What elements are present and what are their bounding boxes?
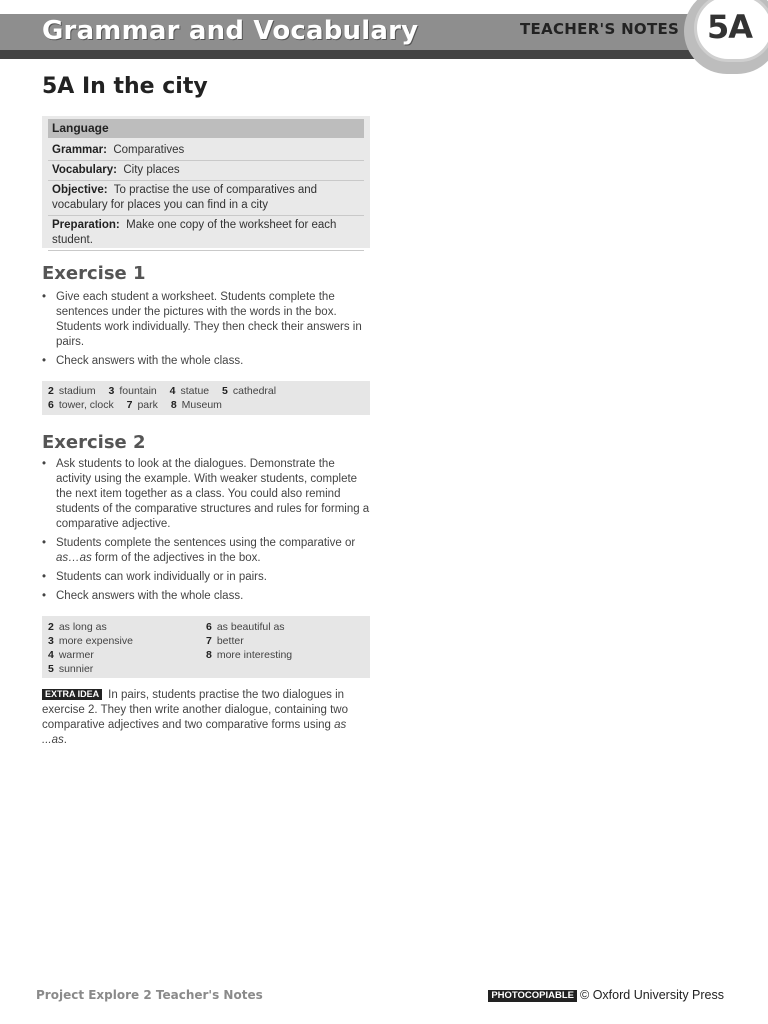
row-text: Make one copy of the worksheet for each student.	[52, 219, 337, 246]
exercise-1-heading: Exercise 1	[42, 263, 146, 284]
row-text: To practise the use of comparatives and vocabulary for places you can find in a city	[52, 184, 318, 211]
answer-line	[206, 634, 364, 648]
answer-number: 4	[169, 385, 176, 397]
answer-number: 6	[48, 399, 54, 411]
list-item: • Check answers with the whole class.	[42, 354, 372, 369]
answer-text: tower, clock	[58, 399, 114, 411]
section-title: Grammar and Vocabulary	[42, 16, 419, 46]
list-item-text: Students complete the sentences using the comparative or	[56, 537, 356, 549]
answer-row	[48, 384, 364, 398]
answer-number: 6	[206, 621, 212, 633]
list-item-text: form of the adjectives in the box.	[91, 552, 261, 564]
teachers-notes-label: TEACHER'S NOTES	[520, 20, 680, 38]
list-item	[42, 536, 372, 566]
header-stripe	[0, 50, 768, 59]
answer-text: statue	[180, 385, 210, 397]
footer-copyright	[488, 988, 724, 1002]
language-row-objective	[48, 181, 364, 216]
answer-line	[206, 620, 364, 634]
answer-number: 8	[206, 649, 212, 661]
answer-number: 2	[48, 385, 54, 397]
answer-number: 5	[222, 385, 228, 397]
page-title: 5A In the city	[42, 74, 208, 99]
answer-row	[48, 398, 364, 412]
row-label: Preparation:	[52, 219, 120, 231]
copyright-text: © Oxford University Press	[580, 988, 724, 1002]
answer-line	[48, 634, 206, 648]
language-heading: Language	[48, 119, 364, 138]
answer-text: Museum	[181, 399, 222, 411]
answer-text: warmer	[58, 649, 94, 661]
row-label: Vocabulary:	[52, 164, 117, 176]
answer-text: more expensive	[58, 635, 133, 647]
list-item-emphasis: as…as	[56, 552, 92, 564]
answer-text: sunnier	[58, 663, 94, 675]
answer-line	[206, 648, 364, 662]
language-row-preparation	[48, 216, 364, 251]
answer-text: as long as	[58, 621, 107, 633]
answer-column-left	[48, 620, 206, 676]
list-item: • Give each student a worksheet. Students complete the sentences under the pictures with the words in the box. Students work individually. They then check their answers in pairs.	[42, 290, 372, 350]
list-item: • Students can work individually or in pairs.	[42, 570, 372, 585]
answer-number: 7	[126, 399, 133, 411]
extra-idea	[42, 688, 372, 748]
answer-number: 5	[48, 663, 54, 675]
exercise-2-heading: Exercise 2	[42, 432, 146, 453]
footer-book-title: Project Explore 2 Teacher's Notes	[36, 988, 263, 1002]
answer-line	[48, 662, 206, 676]
answer-line	[48, 648, 206, 662]
answer-number: 3	[48, 635, 54, 647]
row-label: Grammar:	[52, 144, 107, 156]
answer-number: 3	[108, 385, 115, 397]
answer-text: as beautiful as	[216, 621, 285, 633]
extra-idea-end: .	[63, 734, 67, 746]
row-text: City places	[123, 164, 180, 176]
list-item: • Ask students to look at the dialogues. Demonstrate the activity using the example. With weaker students, complete the next item together as a class. You could also remind students of the comparative structures and rules for forming a comparative adjective.	[42, 457, 372, 532]
answer-number: 7	[206, 635, 212, 647]
answer-text: fountain	[119, 385, 157, 397]
exercise-2-instructions	[42, 457, 372, 608]
answer-text: better	[216, 635, 244, 647]
answer-number: 2	[48, 621, 54, 633]
answer-number: 4	[48, 649, 54, 661]
unit-badge-label: 5A	[707, 8, 753, 46]
exercise-1-instructions	[42, 290, 372, 373]
photocopiable-tag: PHOTOCOPIABLE	[488, 990, 577, 1002]
answer-text: stadium	[58, 385, 96, 397]
row-label: Objective:	[52, 184, 108, 196]
extra-idea-text: In pairs, students practise the two dialogues in exercise 2. They then write another dialogue, containing two comparative adjectives and two comparative forms using	[42, 689, 349, 731]
row-text: Comparatives	[113, 144, 185, 156]
answer-text: more interesting	[216, 649, 293, 661]
answer-number: 8	[170, 399, 177, 411]
language-row-grammar	[48, 141, 364, 161]
exercise-1-answer-key	[42, 381, 370, 415]
answer-line	[48, 620, 206, 634]
answer-text: park	[137, 399, 158, 411]
extra-idea-emphasis: as ...as	[42, 719, 347, 746]
extra-idea-tag: EXTRA IDEA	[42, 689, 102, 700]
answer-column-right	[206, 620, 364, 676]
answer-text: cathedral	[232, 385, 277, 397]
list-item: • Check answers with the whole class.	[42, 589, 372, 604]
exercise-2-answer-key	[42, 616, 370, 678]
language-row-vocabulary	[48, 161, 364, 181]
language-box	[42, 116, 370, 248]
